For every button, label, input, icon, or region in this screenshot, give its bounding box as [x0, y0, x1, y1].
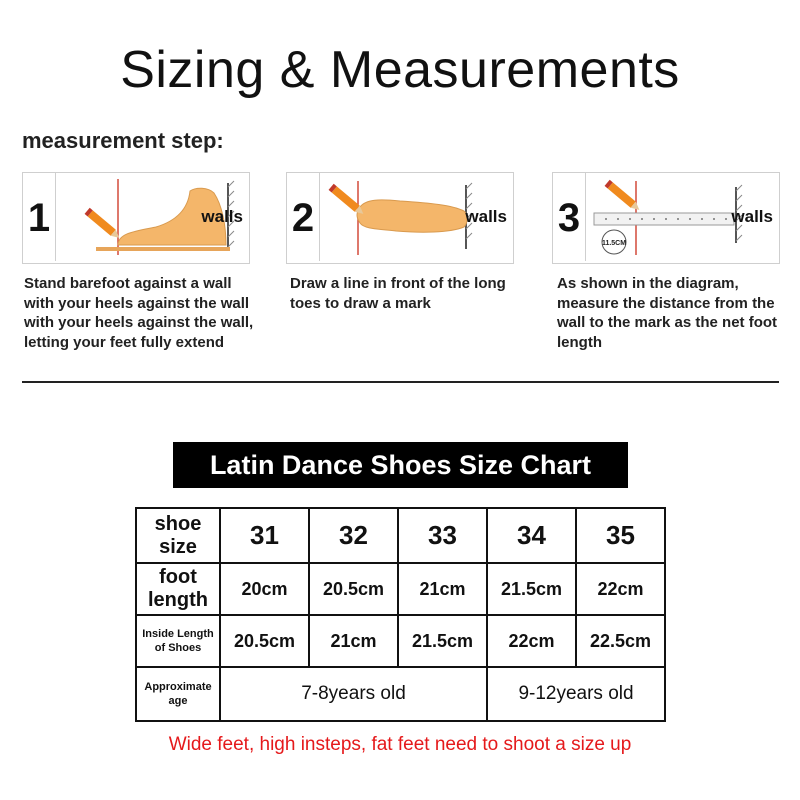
walls-label-1: walls: [201, 207, 243, 226]
section-divider: [22, 381, 779, 383]
step-2-illustration: [286, 172, 514, 264]
size-chart-table: [135, 507, 666, 722]
step-3-illustration: [552, 172, 780, 264]
age-cell: 7-8years old: [220, 667, 487, 721]
size-cell: 34: [487, 508, 576, 563]
table-row-age: [136, 667, 665, 721]
table-row-foot-length: [136, 563, 665, 615]
walls-label-3: walls: [731, 207, 773, 226]
row-label-shoe-size: shoe size: [136, 508, 220, 563]
size-cell: 32: [309, 508, 398, 563]
row-label-inside-length: Inside Length of Shoes: [136, 615, 220, 667]
inside-length-cell: 21cm: [309, 615, 398, 667]
row-label-age: Approximate age: [136, 667, 220, 721]
foot-length-cell: 20.5cm: [309, 563, 398, 615]
ruler-label: 11.5CM: [601, 240, 627, 247]
size-cell: 33: [398, 508, 487, 563]
age-cell: 9-12years old: [487, 667, 665, 721]
size-cell: 35: [576, 508, 665, 563]
foot-length-cell: 20cm: [220, 563, 309, 615]
inside-length-cell: 21.5cm: [398, 615, 487, 667]
foot-length-cell: 21.5cm: [487, 563, 576, 615]
size-cell: 31: [220, 508, 309, 563]
walls-label-2: walls: [465, 207, 507, 226]
table-row-shoe-size: [136, 508, 665, 563]
measurement-step-label: measurement step:: [22, 128, 224, 153]
table-row-inside-length: [136, 615, 665, 667]
inside-length-cell: 20.5cm: [220, 615, 309, 667]
step-2-text: Draw a line in front of the long toes to draw a mark: [290, 275, 506, 312]
foot-length-cell: 21cm: [398, 563, 487, 615]
size-up-note: Wide feet, high insteps, fat feet need to shoot a size up: [168, 734, 632, 755]
foot-length-cell: 22cm: [576, 563, 665, 615]
size-chart-title: Latin Dance Shoes Size Chart: [173, 442, 628, 488]
step-3-number: 3: [553, 173, 586, 261]
step-1-number: 1: [23, 173, 56, 261]
step-2-number: 2: [287, 173, 320, 261]
row-label-foot-length: foot length: [136, 563, 220, 615]
inside-length-cell: 22.5cm: [576, 615, 665, 667]
inside-length-cell: 22cm: [487, 615, 576, 667]
step-3-text: As shown in the diagram, measure the distance from the wall to the mark as the net foot length: [557, 275, 778, 351]
step-1-text: Stand barefoot against a wall with your heels against the wall with your heels against the wall, letting your feet fully extend: [24, 275, 254, 351]
step-1-illustration: [22, 172, 250, 264]
page-title: Sizing & Measurements: [120, 41, 680, 99]
